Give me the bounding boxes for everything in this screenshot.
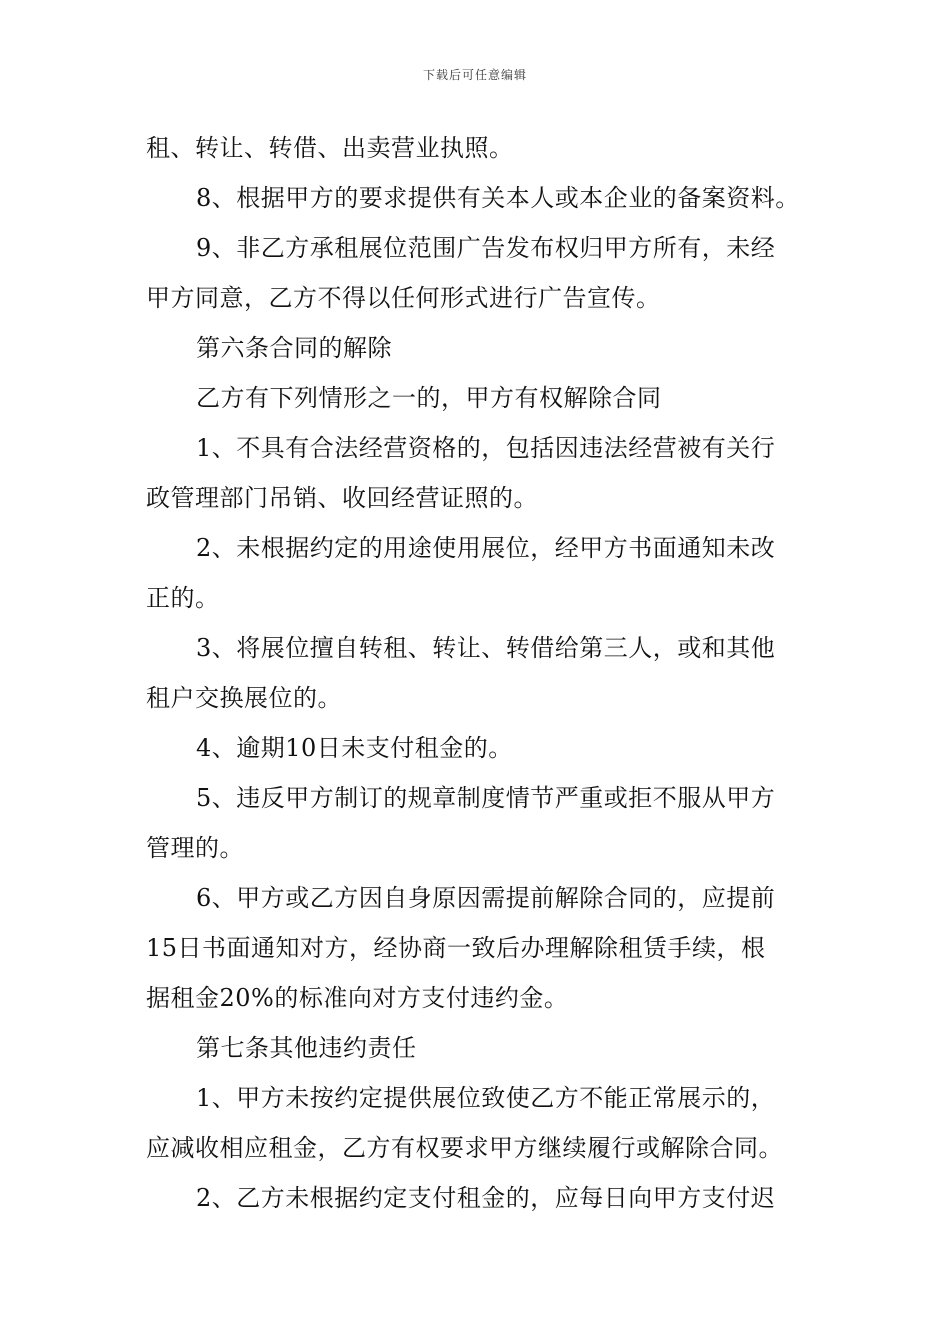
text-line: 3、将展位擅自转租、转让、转借给第三人，或和其他 — [196, 634, 776, 662]
page-header-note: 下载后可任意编辑 — [422, 68, 527, 82]
text-line: 据租金20%的标准向对方支付违约金。 — [146, 984, 569, 1012]
text-line: 4、逾期10日未支付租金的。 — [196, 734, 513, 762]
text-line: 乙方有下列情形之一的，甲方有权解除合同 — [196, 384, 662, 412]
text-line: 甲方同意，乙方不得以任何形式进行广告宣传。 — [146, 284, 661, 312]
text-line: 8、根据甲方的要求提供有关本人或本企业的备案资料。 — [196, 184, 800, 212]
text-line: 租户交换展位的。 — [146, 684, 342, 712]
text-line: 管理的。 — [146, 834, 244, 862]
text-line: 租、转让、转借、出卖营业执照。 — [146, 134, 514, 162]
text-line: 2、乙方未根据约定支付租金的，应每日向甲方支付迟 — [196, 1184, 776, 1212]
section-heading: 第七条其他违约责任 — [196, 1034, 417, 1062]
text-line: 1、甲方未按约定提供展位致使乙方不能正常展示的， — [196, 1084, 776, 1112]
text-line: 应减收相应租金，乙方有权要求甲方继续履行或解除合同。 — [146, 1134, 783, 1162]
text-line: 2、未根据约定的用途使用展位，经甲方书面通知未改 — [196, 534, 776, 562]
document-body — [146, 123, 816, 1223]
text-line: 9、非乙方承租展位范围广告发布权归甲方所有，未经 — [196, 234, 776, 262]
text-line: 15日书面通知对方，经协商一致后办理解除租赁手续，根 — [146, 934, 766, 962]
text-line: 5、违反甲方制订的规章制度情节严重或拒不服从甲方 — [196, 784, 776, 812]
text-line: 1、不具有合法经营资格的，包括因违法经营被有关行 — [196, 434, 776, 462]
text-line: 6、甲方或乙方因自身原因需提前解除合同的，应提前 — [196, 884, 776, 912]
text-line: 政管理部门吊销、收回经营证照的。 — [146, 484, 538, 512]
section-heading: 第六条合同的解除 — [196, 334, 392, 362]
text-line: 正的。 — [146, 584, 220, 612]
